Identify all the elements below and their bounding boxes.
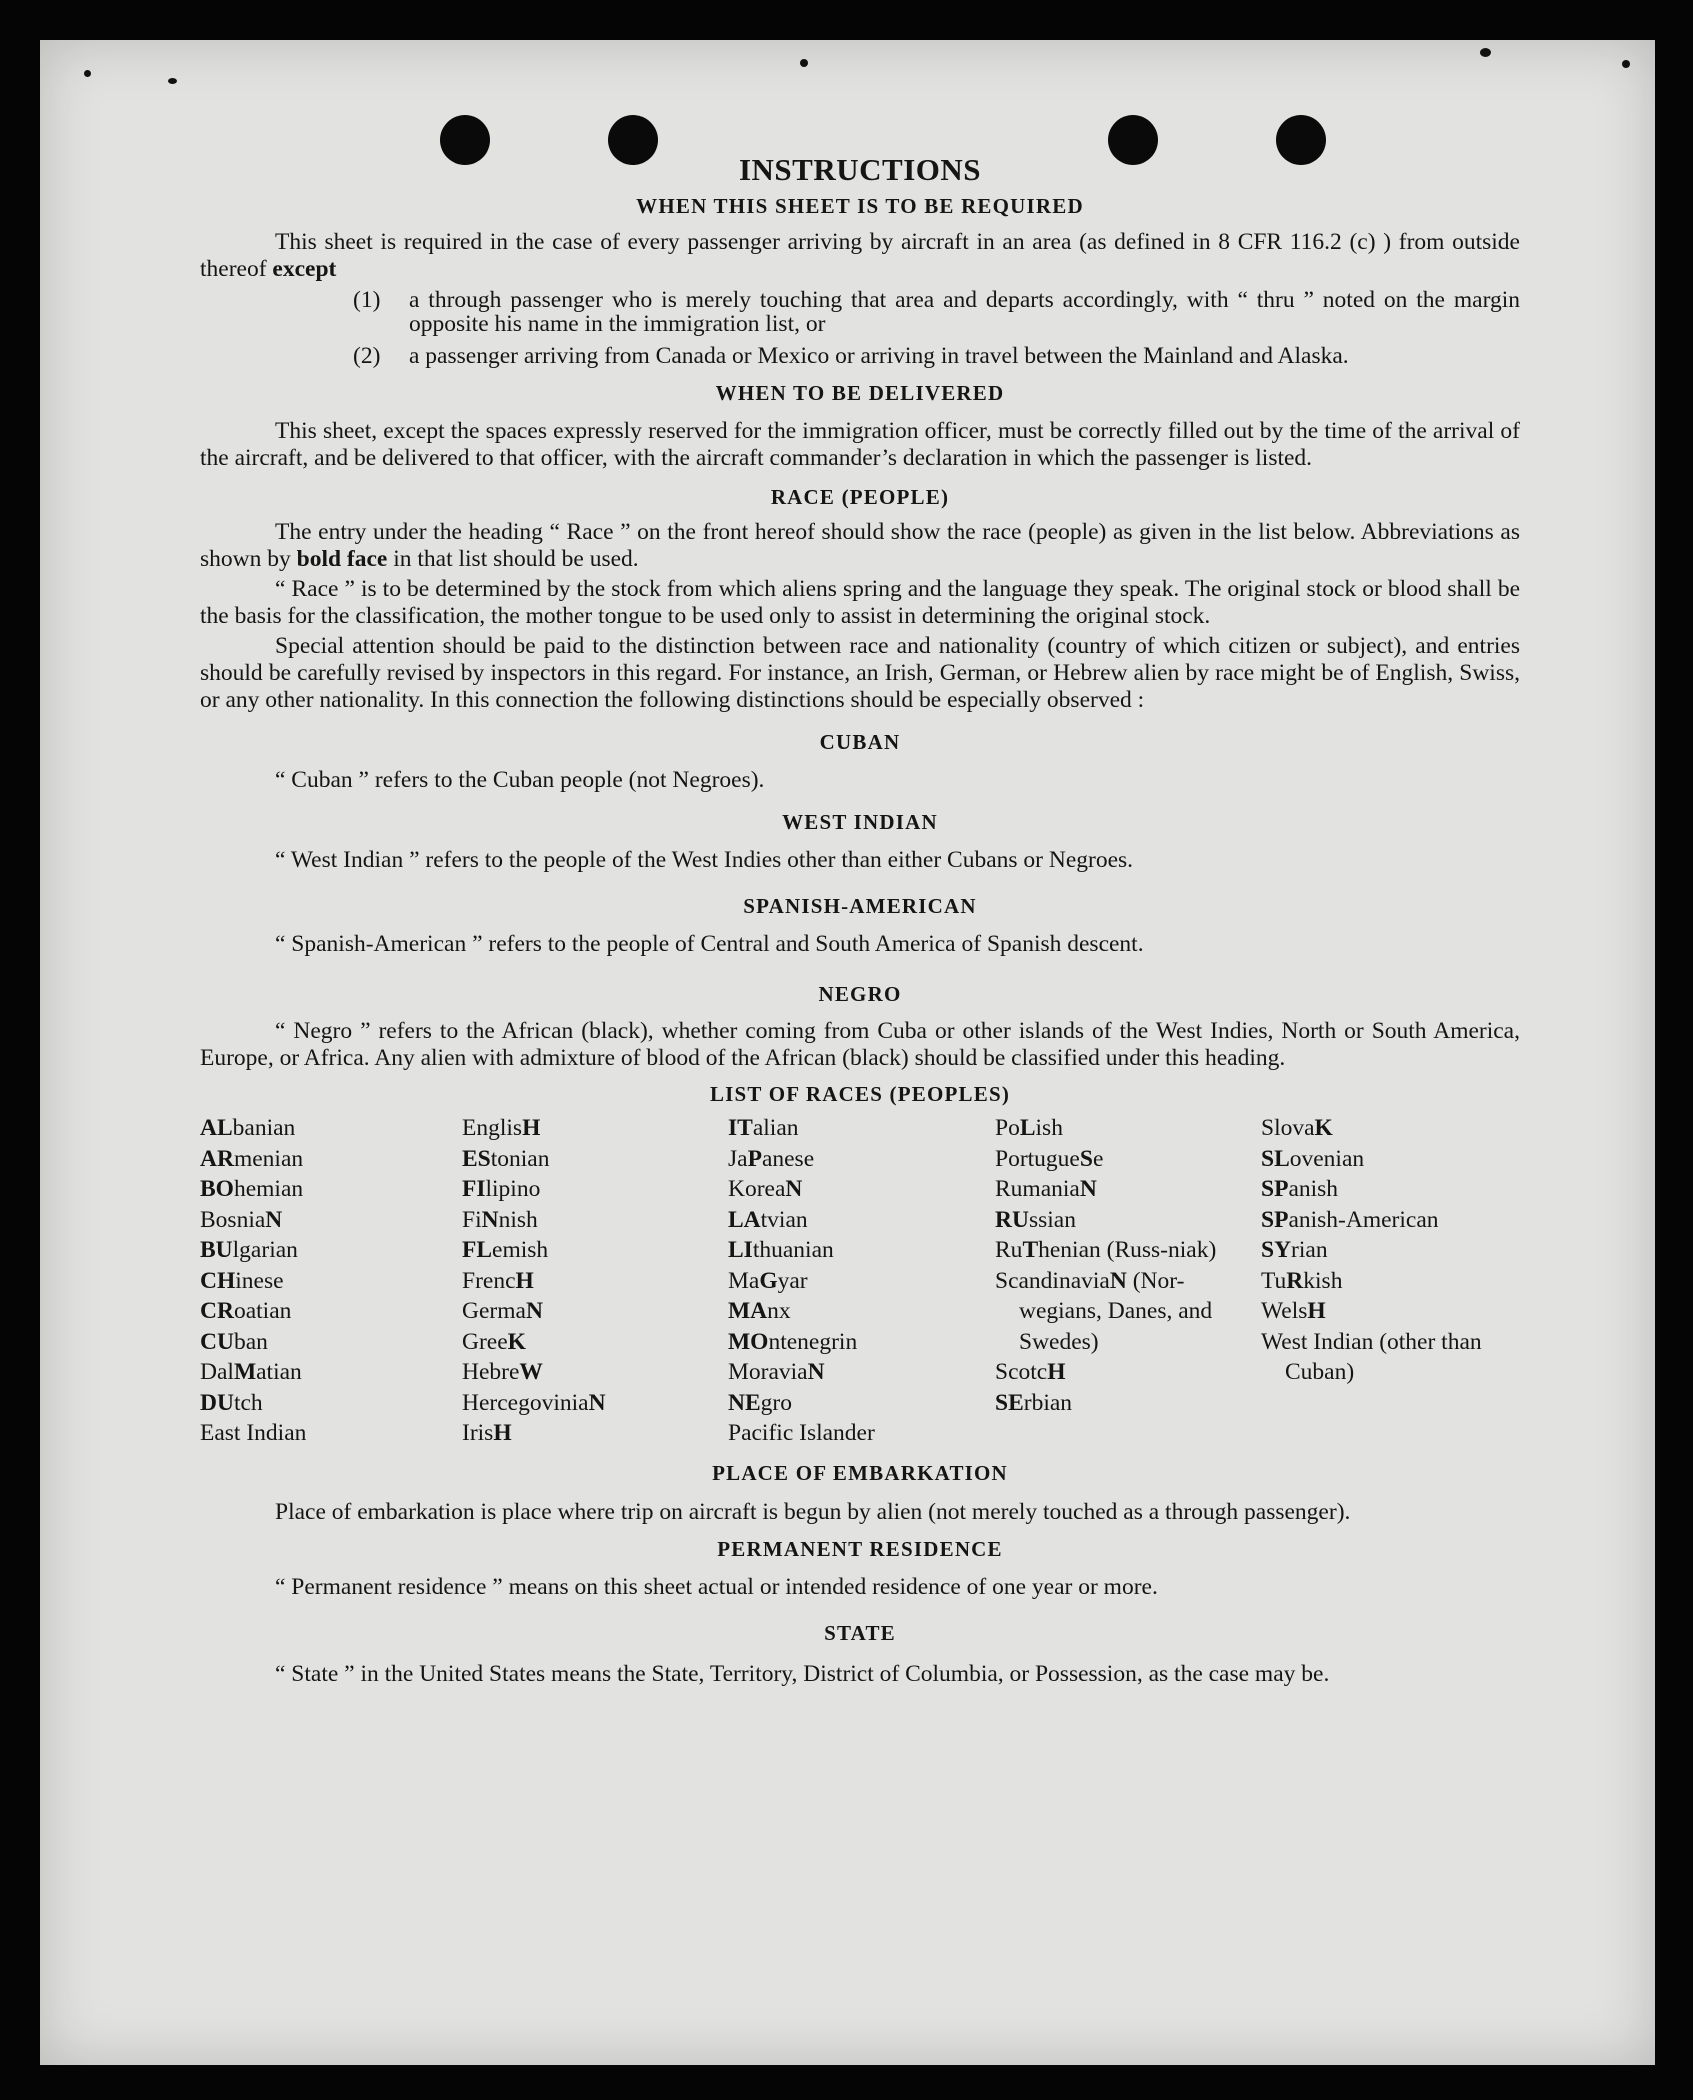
race-name-part: rbian <box>1023 1389 1073 1416</box>
race-entry <box>1261 1266 1520 1297</box>
race-abbreviation: S <box>1079 1145 1093 1172</box>
heading-permanent-residence: PERMANENT RESIDENCE <box>717 1536 1003 1561</box>
exception-item <box>353 344 1520 368</box>
race-abbreviation: L <box>1019 1115 1036 1141</box>
instructions-body <box>200 152 1520 1691</box>
race-abbreviation: N <box>785 1176 803 1202</box>
heading-negro: NEGRO <box>818 982 902 1006</box>
ink-speck <box>1480 48 1491 57</box>
race-abbreviation: H <box>1307 1298 1326 1324</box>
race-entry <box>728 1388 995 1419</box>
race-paragraph-1 <box>200 519 1520 573</box>
race-paragraph-3: Special attention should be paid to the distinction between race and nationality (country of which citizen or subject), and entries should be carefully revised by inspectors in this regard. For instance, an Irish, German, or Hebrew alien by race might be of English, Swiss, or any other nationality. In this connection the following distinctions should be especially observed : <box>200 633 1520 713</box>
heading-west-indian: WEST INDIAN <box>782 810 938 834</box>
race-abbreviation: H <box>522 1115 541 1141</box>
race-abbreviation: AR <box>200 1145 234 1172</box>
race-name-part: Englis <box>462 1115 523 1141</box>
exception-number: (2) <box>353 343 381 369</box>
race-name-part: Scandinavia <box>995 1267 1110 1294</box>
race-column <box>995 1113 1261 1449</box>
race-name-part: Wels <box>1261 1298 1308 1324</box>
race-abbreviation: N <box>481 1206 499 1233</box>
race-abbreviation: H <box>493 1420 512 1446</box>
race-name-part: ssian <box>1028 1206 1076 1233</box>
race-entry <box>462 1418 728 1449</box>
race-abbreviation: SL <box>1261 1145 1290 1172</box>
race-name-part: Dal <box>200 1359 234 1385</box>
race-name-part: Frenc <box>462 1267 516 1294</box>
race-abbreviation: W <box>519 1359 543 1385</box>
race-name-part: alian <box>752 1115 799 1141</box>
race-name-part: hemian <box>233 1176 304 1202</box>
race-abbreviation: FL <box>462 1237 493 1263</box>
race-entry <box>200 1266 462 1297</box>
race-abbreviation: SP <box>1261 1176 1289 1202</box>
race-entry <box>728 1174 995 1205</box>
race-entry <box>462 1205 728 1236</box>
race-abbreviation: AL <box>200 1115 233 1141</box>
race-abbreviation: NE <box>728 1389 761 1416</box>
race-name-part: menian <box>233 1145 304 1172</box>
required-intro-text: This sheet is required in the case of every passenger arriving by aircraft in an area (as defined in 8 CFR 116.2 (c) ) from outside thereof <box>200 229 1520 282</box>
race-abbreviation: P <box>747 1145 762 1172</box>
race-abbreviation: CH <box>200 1267 236 1294</box>
race-entry <box>728 1296 995 1327</box>
residence-text: “ Permanent residence ” means on this sheet actual or intended residence of one year or more. <box>275 1573 1158 1600</box>
race-list <box>200 1113 1520 1449</box>
race-name-part: anese <box>761 1145 815 1172</box>
negro-text: “ Negro ” refers to the African (black), whether coming from Cuba or other islands of the West Indies, North or South America, Europe, or Africa. Any alien with admixture of blood of the African (black) should be classified under this heading. <box>200 1018 1520 1071</box>
race-name-part: thuanian <box>752 1237 834 1263</box>
race-name-part: ish <box>1035 1115 1063 1141</box>
race-entry <box>200 1357 462 1388</box>
heading-when-delivered: WHEN TO BE DELIVERED <box>715 381 1005 405</box>
ink-speck <box>800 59 808 67</box>
race-name-part: kish <box>1303 1267 1343 1294</box>
spanish-american-text: “ Spanish-American ” refers to the people of Central and South America of Spanish descent. <box>275 931 1144 957</box>
race-entry <box>728 1418 995 1449</box>
race-name-part: tonian <box>490 1145 550 1172</box>
race-abbreviation: BO <box>200 1176 234 1202</box>
race-name-part: inese <box>235 1267 284 1294</box>
race-entry <box>995 1144 1261 1175</box>
race-entry <box>200 1388 462 1419</box>
race-name-part: rian <box>1291 1237 1328 1263</box>
race-column <box>1261 1113 1520 1449</box>
race-entry <box>462 1296 728 1327</box>
race-name-part: Slova <box>1261 1115 1315 1141</box>
required-intro <box>200 229 1520 283</box>
race-abbreviation: H <box>515 1267 534 1294</box>
race-name-part: ntenegrin <box>768 1328 858 1355</box>
race-abbreviation: N <box>588 1389 606 1416</box>
race-name-part: oatian <box>233 1298 292 1324</box>
race-name-part: Ru <box>995 1237 1023 1263</box>
race-name-part: nx <box>767 1298 791 1324</box>
race-name-part: Portugue <box>995 1145 1080 1172</box>
race-abbreviation: RU <box>995 1206 1029 1233</box>
race-entry <box>200 1174 462 1205</box>
exception-text: a passenger arriving from Canada or Mexico or arriving in travel between the Mainland and Alaska. <box>409 343 1349 369</box>
race-name-part: emish <box>492 1237 549 1263</box>
race-entry <box>462 1144 728 1175</box>
race-entry <box>995 1266 1261 1358</box>
race-abbreviation: SE <box>995 1389 1024 1416</box>
race-name-part: lgarian <box>232 1237 298 1263</box>
race-name-part: henian (Russ-niak) <box>1038 1237 1217 1263</box>
cuban-text: “ Cuban ” refers to the Cuban people (not Negroes). <box>275 767 765 793</box>
race-entry <box>728 1113 995 1144</box>
race-name-part: Po <box>995 1115 1020 1141</box>
ink-speck <box>84 70 91 77</box>
race-entry <box>462 1113 728 1144</box>
race-abbreviation: SY <box>1261 1237 1292 1263</box>
race-entry <box>995 1235 1261 1266</box>
race-abbreviation: N <box>1109 1267 1127 1294</box>
exception-item <box>353 288 1520 336</box>
west-indian-text: “ West Indian ” refers to the people of the West Indies other than either Cubans or Negroes. <box>275 847 1134 873</box>
race-abbreviation: MA <box>728 1298 768 1324</box>
race-name-part: anish <box>1288 1176 1339 1202</box>
race-name-part: tvian <box>760 1206 808 1233</box>
race-name-part: atian <box>256 1359 302 1385</box>
race-abbreviation: CR <box>200 1298 234 1324</box>
race-entry <box>995 1113 1261 1144</box>
race-abbreviation: R <box>1286 1267 1304 1294</box>
race-paragraph-2: “ Race ” is to be determined by the stock from which aliens spring and the language they speak. The original stock or blood shall be the basis for the classification, the mother tongue to be used only to assist in determining the original stock. <box>200 576 1520 629</box>
race-entry <box>1261 1327 1520 1388</box>
race-entry <box>1261 1235 1520 1266</box>
exception-number: (1) <box>353 287 381 313</box>
race-name-part: ovenian <box>1289 1145 1365 1172</box>
heading-place-of-embarkation: PLACE OF EMBARKATION <box>712 1460 1008 1485</box>
race-entry <box>728 1357 995 1388</box>
race-name-part: West Indian (other than Cuban) <box>1261 1328 1482 1385</box>
race-entry <box>995 1205 1261 1236</box>
race-entry <box>728 1205 995 1236</box>
required-intro-except: except <box>272 256 337 282</box>
race-entry <box>200 1113 462 1144</box>
ink-speck <box>168 78 177 84</box>
race-entry <box>462 1327 728 1358</box>
race-abbreviation: K <box>1314 1115 1333 1141</box>
race-abbreviation: H <box>1047 1359 1066 1385</box>
race-entry <box>728 1235 995 1266</box>
race-entry <box>200 1418 462 1449</box>
race-entry <box>200 1205 462 1236</box>
race-entry <box>200 1144 462 1175</box>
race-abbreviation: DU <box>200 1389 234 1416</box>
race-paragraph-1-end: in that list should be used. <box>393 546 639 572</box>
race-abbreviation: M <box>233 1359 257 1385</box>
race-name-part: Gree <box>462 1328 508 1355</box>
race-name-part: Rumania <box>995 1176 1080 1202</box>
race-name-part: Moravia <box>728 1359 808 1385</box>
race-name-part: Korea <box>728 1176 786 1202</box>
race-entry <box>1261 1296 1520 1327</box>
race-name-part: e <box>1092 1145 1104 1172</box>
race-entry <box>728 1144 995 1175</box>
race-entry <box>200 1296 462 1327</box>
race-name-part: Ja <box>728 1145 748 1172</box>
race-name-part: ban <box>233 1328 268 1355</box>
race-name-part: lipino <box>485 1176 541 1202</box>
race-abbreviation: K <box>507 1328 526 1355</box>
heading-list-of-races: LIST OF RACES (PEOPLES) <box>709 1082 1011 1106</box>
race-name-part: yar <box>777 1267 808 1294</box>
race-abbreviation: N <box>525 1298 543 1324</box>
race-name-part: Pacific Islander <box>728 1420 875 1446</box>
race-abbreviation: T <box>1022 1237 1039 1263</box>
race-paragraph-1-bold: bold face <box>296 546 388 572</box>
race-abbreviation: G <box>759 1267 778 1294</box>
race-column <box>728 1113 995 1449</box>
race-abbreviation: MO <box>728 1328 769 1355</box>
race-abbreviation: BU <box>200 1237 233 1263</box>
exception-text: a through passenger who is merely touching that area and departs accordingly, with “ thru ” noted on the margin opposite his name in the immigration list, or <box>409 287 1520 337</box>
race-column <box>462 1113 728 1449</box>
race-entry <box>728 1266 995 1297</box>
race-name-part: Hercegovinia <box>462 1389 589 1416</box>
heading-cuban: CUBAN <box>819 730 901 754</box>
race-paragraph-1-text: The entry under the heading “ Race ” on the front hereof should show the race (people) as given in the list below. Abbreviations as shown by <box>200 519 1520 572</box>
race-name-part: Ma <box>728 1267 760 1294</box>
race-entry <box>200 1327 462 1358</box>
race-name-part: Bosnia <box>200 1206 266 1233</box>
heading-when-required: WHEN THIS SHEET IS TO BE REQUIRED <box>636 194 1084 218</box>
race-entry <box>1261 1174 1520 1205</box>
heading-state: STATE <box>824 1620 896 1645</box>
page-title: INSTRUCTIONS <box>738 152 981 187</box>
race-abbreviation: ES <box>462 1145 491 1172</box>
race-abbreviation: CU <box>200 1328 234 1355</box>
race-abbreviation: N <box>1079 1176 1097 1202</box>
race-name-part: anish-American <box>1288 1206 1439 1233</box>
race-abbreviation: N <box>265 1206 283 1233</box>
race-entry <box>462 1357 728 1388</box>
race-entry <box>462 1266 728 1297</box>
race-name-part: Iris <box>462 1420 494 1446</box>
race-name-part: Hebre <box>462 1359 520 1385</box>
race-entry <box>462 1235 728 1266</box>
heading-race: RACE (PEOPLE) <box>770 485 950 509</box>
race-name-part: Scotc <box>995 1359 1048 1385</box>
race-name-part: gro <box>760 1389 792 1416</box>
race-entry <box>995 1357 1261 1388</box>
race-abbreviation: SP <box>1261 1206 1289 1233</box>
delivered-text: This sheet, except the spaces expressly reserved for the immigration officer, must be correctly filled out by the time of the arrival of the aircraft, and be delivered to that officer, with the aircraft commander’s declaration in which the passenger is listed. <box>200 418 1520 471</box>
race-entry <box>200 1235 462 1266</box>
race-name-part: (Nor-wegians, Danes, and Swedes) <box>1019 1267 1213 1355</box>
race-entry <box>995 1388 1261 1419</box>
race-name-part: banian <box>232 1115 296 1141</box>
race-entry <box>995 1174 1261 1205</box>
race-entry <box>1261 1144 1520 1175</box>
race-name-part: tch <box>233 1389 263 1416</box>
heading-spanish-american: SPANISH-AMERICAN <box>743 894 977 918</box>
race-abbreviation: LA <box>728 1206 761 1233</box>
instruction-sheet <box>40 40 1655 2065</box>
embarkation-text: Place of embarkation is place where trip on aircraft is begun by alien (not merely touched as a through passenger). <box>275 1498 1351 1525</box>
race-entry <box>462 1174 728 1205</box>
race-column <box>200 1113 462 1449</box>
race-entry <box>1261 1113 1520 1144</box>
race-name-part: Germa <box>462 1298 526 1324</box>
race-entry <box>462 1388 728 1419</box>
race-entry <box>728 1327 995 1358</box>
race-name-part: Fi <box>462 1206 482 1233</box>
ink-speck <box>1622 60 1630 68</box>
race-abbreviation: IT <box>728 1115 753 1141</box>
race-name-part: East Indian <box>200 1420 307 1446</box>
race-abbreviation: N <box>807 1359 825 1385</box>
race-name-part: nish <box>498 1206 538 1233</box>
state-text: “ State ” in the United States means the State, Territory, District of Columbia, or Possession, as the case may be. <box>275 1660 1330 1687</box>
race-abbreviation: FI <box>462 1176 486 1202</box>
race-abbreviation: LI <box>728 1237 753 1263</box>
race-name-part: Tu <box>1261 1267 1287 1294</box>
race-entry <box>1261 1205 1520 1236</box>
